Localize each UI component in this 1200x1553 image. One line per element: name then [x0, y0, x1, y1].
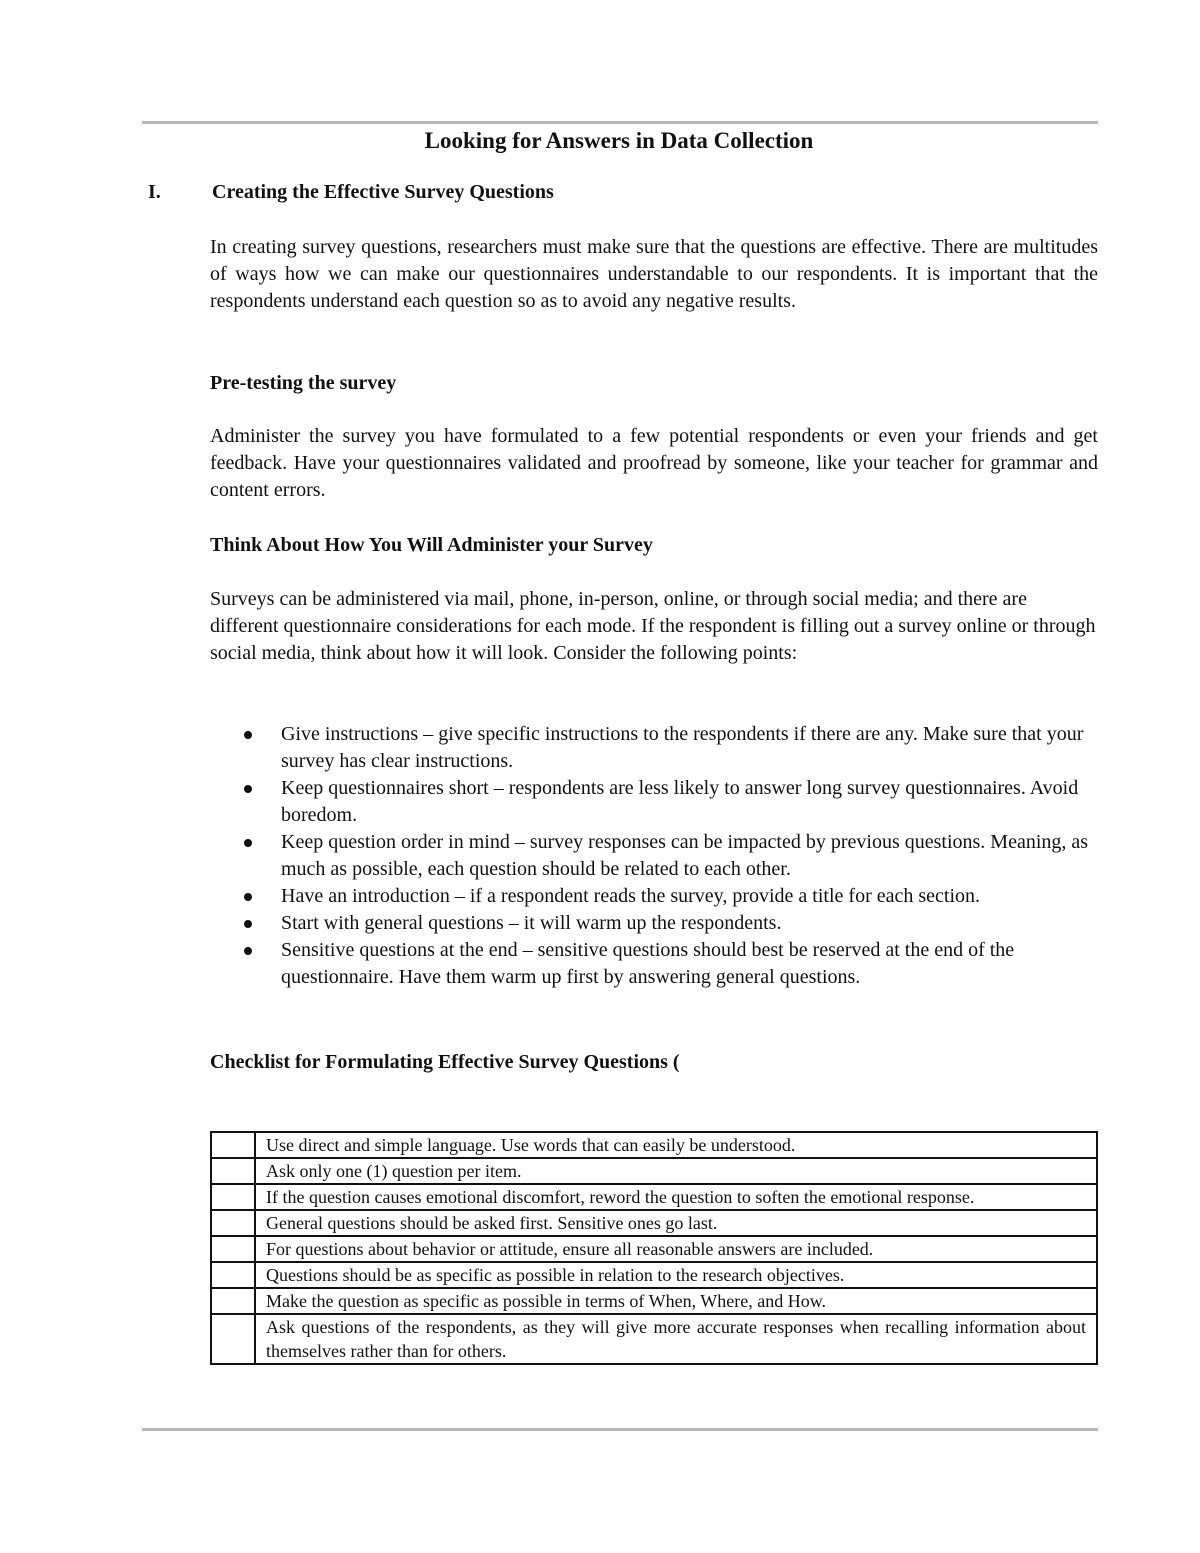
administer-paragraph: Surveys can be administered via mail, phone, in-person, online, or through social media; and there are different questionnaire considerations for each mode. If the respondent is filling out a survey online or through social media, think about how it will look. Consider the following points:	[210, 588, 1096, 664]
bullet-icon	[244, 839, 252, 847]
bullet-icon	[244, 893, 252, 901]
table-row	[211, 1210, 1097, 1236]
list-item-text: Keep question order in mind – survey responses can be impacted by previous questions. Meaning, as much as possible, each question should be related to each other.	[281, 831, 1089, 880]
table-row	[211, 1314, 1097, 1364]
checklist-item: Use direct and simple language. Use words that can easily be understood.	[255, 1132, 1097, 1158]
checklist-heading: Checklist for Formulating Effective Survey Questions (	[210, 1051, 680, 1073]
checklist-item: For questions about behavior or attitude, ensure all reasonable answers are included.	[255, 1236, 1097, 1262]
section-heading-text: Creating the Effective Survey Questions	[212, 181, 554, 203]
bullet-icon	[244, 731, 252, 739]
list-item-text: Give instructions – give specific instructions to the respondents if there are any. Make sure that your survey has clear instructions.	[281, 723, 1084, 772]
administer-heading: Think About How You Will Administer your Survey	[210, 534, 653, 556]
table-row	[211, 1288, 1097, 1314]
checklist-item: If the question causes emotional discomfort, reword the question to soften the emotional response.	[255, 1184, 1097, 1210]
list-item-text: Start with general questions – it will warm up the respondents.	[281, 912, 782, 934]
list-item-text: Sensitive questions at the end – sensitive questions should best be reserved at the end of the questionnaire. Have them warm up first by answering general questions.	[281, 939, 1015, 988]
list-item	[210, 910, 1110, 937]
table-row	[211, 1132, 1097, 1158]
bullet-icon	[244, 785, 252, 793]
list-item	[210, 937, 1110, 991]
check-box[interactable]	[211, 1288, 255, 1314]
checklist-item: Questions should be as specific as possible in relation to the research objectives.	[255, 1262, 1097, 1288]
check-box[interactable]	[211, 1158, 255, 1184]
section-heading	[148, 181, 1048, 204]
checklist-item: Ask questions of the respondents, as they will give more accurate responses when recalling information about themselves rather than for others.	[255, 1314, 1097, 1364]
bullet-icon	[244, 920, 252, 928]
list-item	[210, 721, 1110, 775]
table-row	[211, 1158, 1097, 1184]
table-row	[211, 1262, 1097, 1288]
page-title: Looking for Answers in Data Collection	[424, 128, 814, 153]
list-item-text: Keep questionnaires short – respondents are less likely to answer long survey questionnaires. Avoid boredom.	[281, 777, 1079, 826]
table-row	[211, 1236, 1097, 1262]
pretesting-heading: Pre-testing the survey	[210, 372, 397, 394]
pretesting-paragraph: Administer the survey you have formulated to a few potential respondents or even your friends and get feedback. Have your questionnaires validated and proofread by someone, like your teacher for grammar and content errors.	[210, 425, 1098, 501]
checklist-item: Ask only one (1) question per item.	[255, 1158, 1097, 1184]
check-box[interactable]	[211, 1184, 255, 1210]
bullet-icon	[244, 947, 252, 955]
check-box[interactable]	[211, 1132, 255, 1158]
list-item	[210, 775, 1110, 829]
top-divider	[142, 121, 1098, 124]
checklist-item: Make the question as specific as possible in terms of When, Where, and How.	[255, 1288, 1097, 1314]
section-number: I.	[148, 181, 161, 203]
check-box[interactable]	[211, 1236, 255, 1262]
considerations-list	[210, 721, 1110, 991]
table-row	[211, 1184, 1097, 1210]
checklist-table	[210, 1131, 1098, 1365]
check-box[interactable]	[211, 1314, 255, 1364]
intro-paragraph: In creating survey questions, researchers must make sure that the questions are effective. There are multitudes of ways how we can make our questionnaires understandable to our respondents. It is important that the respondents understand each question so as to avoid any negative results.	[210, 236, 1098, 312]
list-item	[210, 829, 1110, 883]
checklist-item: General questions should be asked first. Sensitive ones go last.	[255, 1210, 1097, 1236]
check-box[interactable]	[211, 1262, 255, 1288]
check-box[interactable]	[211, 1210, 255, 1236]
bottom-divider	[142, 1428, 1098, 1431]
list-item-text: Have an introduction – if a respondent reads the survey, provide a title for each section.	[281, 885, 981, 907]
list-item	[210, 883, 1110, 910]
